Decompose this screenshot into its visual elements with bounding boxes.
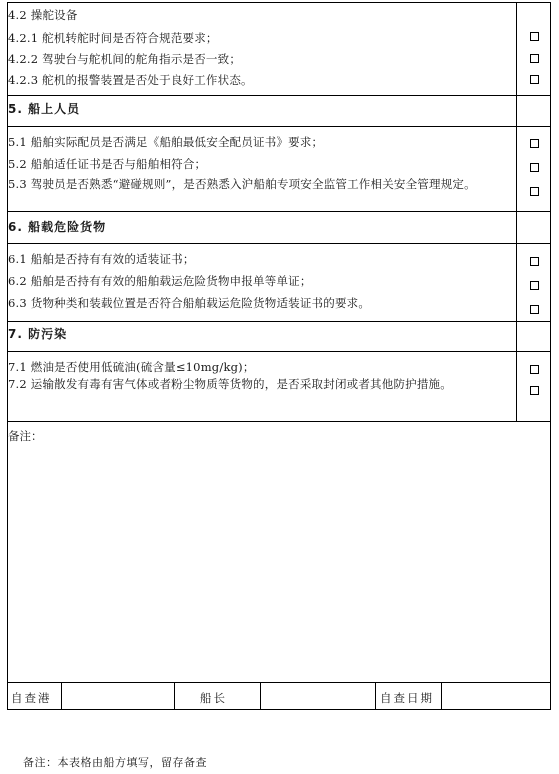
item-6-3: 6.3 货物种类和装载位置是否符合船舶载运危险货物适装证书的要求。 [8,296,371,310]
section-5-title: 5. 船上人员 [8,102,81,116]
checkbox-column-divider [516,3,517,421]
item-4-2-heading: 4.2 操舵设备 [8,8,78,22]
self-check-port-label: 自查港 [11,691,52,705]
item-4-2-3: 4.2.3 舵机的报警装置是否处于良好工作状态。 [8,73,253,87]
item-4-2-1: 4.2.1 舵机转舵时间是否符合规范要求； [8,31,218,45]
item-6-2: 6.2 船舶是否持有有效的船舶载运危险货物申报单等单证； [8,274,312,288]
self-check-date-field[interactable] [444,690,548,710]
section-7-title: 7. 防污染 [8,327,68,341]
checkbox-6-1[interactable] [530,257,539,266]
item-5-1: 5.1 船舶实际配员是否满足《船舶最低安全配员证书》要求； [8,135,324,149]
item-5-2: 5.2 船舶适任证书是否与船舶相符合； [8,157,207,171]
checkbox-6-2[interactable] [530,281,539,290]
remarks-label: 备注： [8,429,43,443]
item-6-1: 6.1 船舶是否持有有效的适装证书； [8,252,195,266]
self-check-port-field[interactable] [64,690,172,710]
self-check-date-label: 自查日期 [380,691,434,705]
checkbox-5-2[interactable] [530,163,539,172]
inspection-form-table [7,2,551,710]
checkbox-7-1[interactable] [530,365,539,374]
checkbox-5-1[interactable] [530,139,539,148]
checkbox-6-3[interactable] [530,305,539,314]
section-6-title: 6. 船载危险货物 [8,220,107,234]
footnote: 备注：本表格由船方填写，留存备查 [23,756,207,769]
checkbox-4-2-2[interactable] [530,54,539,63]
checkbox-5-3[interactable] [530,187,539,196]
item-5-3: 5.3 驾驶员是否熟悉“避碰规则”，是否熟悉入沪船舶专项安全监管工作相关安全管理规定。 [8,177,476,191]
captain-label: 船长 [200,691,227,705]
checkbox-4-2-1[interactable] [530,32,539,41]
checkbox-7-2[interactable] [530,386,539,395]
item-7-1: 7.1 燃油是否使用低硫油(硫含量≤10mg/kg)； [8,360,255,374]
captain-field[interactable] [263,690,373,710]
checkbox-4-2-3[interactable] [530,75,539,84]
item-4-2-2: 4.2.2 驾驶台与舵机间的舵角指示是否一致； [8,52,242,66]
item-7-2: 7.2 运输散发有毒有害气体或者粉尘物质等货物的，是否采取封闭或者其他防护措施。 [8,377,452,391]
